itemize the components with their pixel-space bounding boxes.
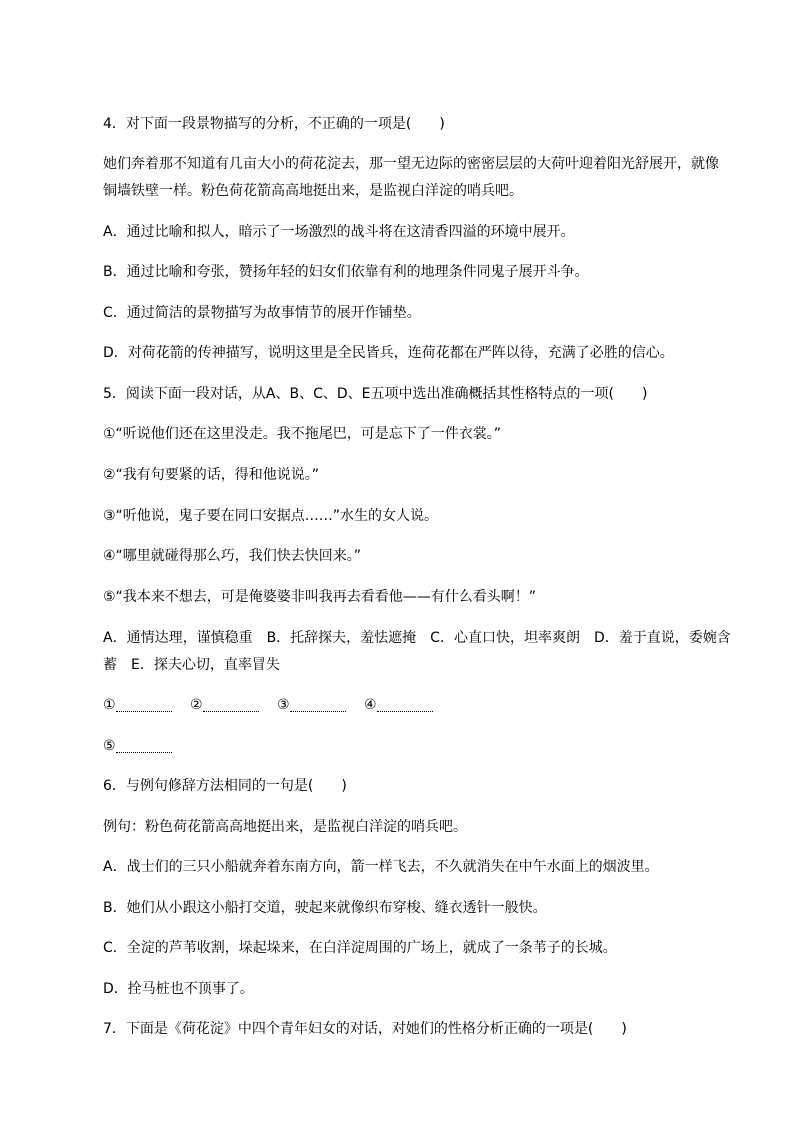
question-6-example: 例句：粉色荷花箭高高地挺出来，是监视白洋淀的哨兵吧。	[103, 819, 467, 835]
answer-blank-4[interactable]: ④	[364, 694, 433, 716]
answer-blank-5[interactable]: ⑤	[103, 735, 172, 757]
question-5-quote-4: ④“哪里就碰得那么巧，我们快去快回来。”	[103, 548, 362, 564]
question-7-stem: 7．下面是《荷花淀》中四个青年妇女的对话，对她们的性格分析正确的一项是( )	[103, 1021, 627, 1037]
question-6-option-d: D．拴马桩也不顶事了。	[103, 981, 254, 997]
answer-blank-3[interactable]: ③	[277, 694, 346, 716]
answer-blank-1[interactable]: ①	[103, 694, 172, 716]
question-4-option-b: B．通过比喻和夸张，赞扬年轻的妇女们依靠有利的地理条件同鬼子展开斗争。	[103, 264, 589, 280]
question-5-answer-blank-row-2	[103, 735, 186, 757]
question-5-quote-2: ②“我有句要紧的话，得和他说说。”	[103, 467, 320, 483]
answer-blank-2[interactable]: ②	[190, 694, 259, 716]
question-4-option-d: D．对荷花箭的传神描写，说明这里是全民皆兵，连荷花都在严阵以待，充满了必胜的信心。	[103, 345, 674, 361]
question-5-quote-5: ⑤“我本来不想去，可是俺婆婆非叫我再去看看他——有什么看头啊！”	[103, 589, 537, 605]
question-5-quote-3: ③“听他说，鬼子要在同口安据点……”水生的女人说。	[103, 508, 439, 524]
question-5-stem: 5．阅读下面一段对话，从A、B、C、D、E五项中选出准确概括其性格特点的一项( )	[103, 386, 648, 402]
question-4-passage-line-1: 她们奔着那不知道有几亩大小的荷花淀去，那一望无边际的密密层层的大荷叶迎着阳光舒展开，就像	[103, 156, 719, 172]
question-6-option-c: C．全淀的芦苇收割，垛起垛来，在白洋淀周围的广场上，就成了一条苇子的长城。	[103, 940, 617, 956]
question-4-option-c: C．通过简洁的景物描写为故事情节的展开作铺垫。	[103, 305, 421, 321]
question-4-option-a: A．通过比喻和拟人，暗示了一场激烈的战斗将在这清香四溢的环境中展开。	[103, 224, 575, 240]
question-5-choices-line-2: 蓄 E．探夫心切，直率冒失	[103, 657, 280, 673]
question-6-option-b: B．她们从小跟这小船打交道，驶起来就像织布穿梭、缝衣透针一般快。	[103, 900, 547, 916]
question-5-choices-line-1: A．通情达理，谨慎稳重 B．托辞探夫，羞怯遮掩 C．心直口快，坦率爽朗 D．羞于直说，委婉含	[103, 630, 731, 646]
question-4-stem: 4．对下面一段景物描写的分析，不正确的一项是( )	[103, 116, 445, 132]
question-5-quote-1: ①“听说他们还在这里没走。我不拖尾巴，可是忘下了一件衣裳。”	[103, 426, 502, 442]
question-6-option-a: A．战士们的三只小船就奔着东南方向，箭一样飞去，不久就消失在中午水面上的烟波里。	[103, 859, 659, 875]
question-5-answer-blanks	[103, 694, 447, 716]
question-4-passage-line-2: 铜墙铁壁一样。粉色荷花箭高高地挺出来，是监视白洋淀的哨兵吧。	[103, 183, 523, 199]
question-6-stem: 6．与例句修辞方法相同的一句是( )	[103, 778, 347, 794]
